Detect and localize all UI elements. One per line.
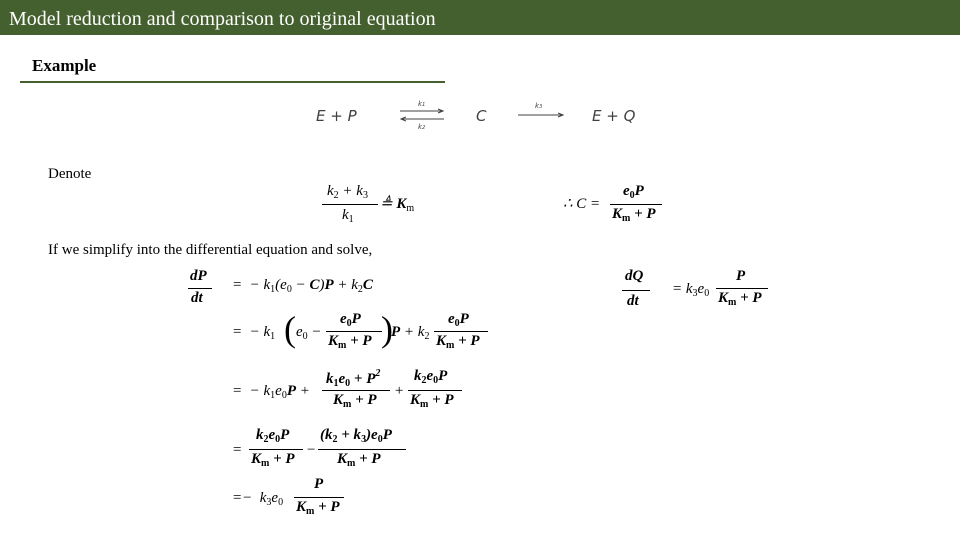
denote-label: Denote bbox=[48, 166, 92, 182]
fraction-bar bbox=[716, 288, 768, 289]
slide-title: Model reduction and comparison to original equation bbox=[9, 8, 436, 30]
dq-denominator: dt bbox=[627, 293, 639, 309]
left-paren: ( bbox=[284, 309, 296, 349]
km-equals: ≜ $K_m$ bbox=[380, 196, 415, 214]
fraction-bar bbox=[408, 390, 462, 391]
c-lhs: ∴ C = bbox=[563, 196, 601, 212]
products: E + Q bbox=[592, 107, 636, 125]
c-numerator: $e_0P$ bbox=[623, 183, 644, 201]
c-denominator: $K_m + P$ bbox=[612, 206, 656, 224]
dp-numerator: dP bbox=[190, 268, 207, 284]
reactants: E + P bbox=[316, 107, 357, 125]
km-denominator: $k_1$ bbox=[342, 207, 354, 225]
dq-rhs-prefix: = $k_3e_0$ bbox=[672, 281, 710, 299]
rate-k2-label: k2 bbox=[418, 123, 426, 131]
dp-fraction-bar bbox=[188, 288, 212, 289]
fraction-bar bbox=[326, 331, 382, 332]
dq-fraction-bar bbox=[622, 290, 650, 291]
forward-arrow bbox=[516, 111, 566, 119]
section-heading: Example bbox=[32, 56, 97, 75]
c-fraction-bar bbox=[610, 204, 662, 205]
km-numerator: $k_2 + k_3$ bbox=[327, 183, 368, 201]
km-fraction-bar bbox=[322, 204, 378, 205]
reversible-arrow bbox=[398, 108, 446, 122]
dp-denominator: dt bbox=[191, 290, 203, 306]
dq-rhs-denominator: $K_m + P$ bbox=[718, 290, 762, 308]
fraction-bar bbox=[322, 390, 390, 391]
derivation-line-1: = − $k_1(e_0 - C)P + k_2C$ bbox=[232, 277, 373, 295]
fraction-bar bbox=[249, 449, 303, 450]
right-paren: ) bbox=[381, 309, 393, 349]
fraction-bar bbox=[318, 449, 406, 450]
fraction-bar bbox=[434, 331, 488, 332]
rate-k3-label: k3 bbox=[535, 102, 543, 110]
heading-underline bbox=[20, 81, 445, 83]
complex: C bbox=[476, 107, 487, 125]
dq-rhs-numerator: P bbox=[736, 268, 746, 284]
dq-numerator: dQ bbox=[625, 268, 644, 284]
rate-k1-label: k1 bbox=[418, 100, 426, 108]
derivation-intro: If we simplify into the differential equation and solve, bbox=[48, 242, 373, 258]
fraction-bar bbox=[294, 497, 344, 498]
